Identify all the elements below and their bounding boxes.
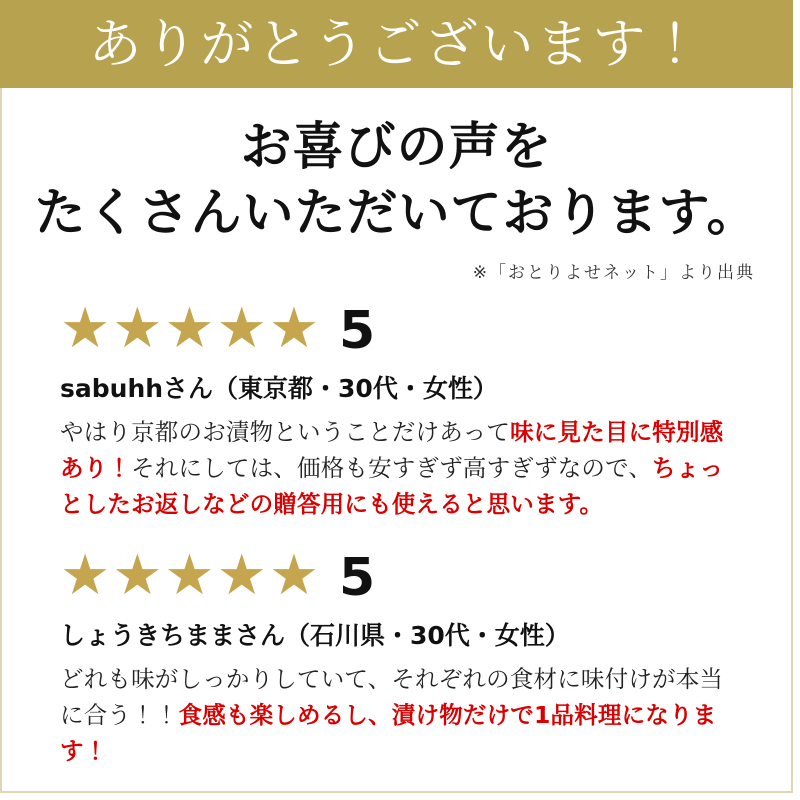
section-heading <box>2 114 791 246</box>
thank-you-banner <box>0 0 793 88</box>
review-item-1 <box>2 296 791 522</box>
rating-row <box>60 543 733 608</box>
review-text-segment: どれも味がしっかりしていて、それぞれの食材に味付けが本当に合う！！ <box>60 665 724 729</box>
review-item-2 <box>2 543 791 769</box>
source-attribution: ※「おとりよせネット」より出典 <box>472 263 755 283</box>
thank-you-banner-text: ありがとうございます！ <box>88 13 705 75</box>
section-heading-line2: たくさんいただいております。 <box>34 183 759 243</box>
review-highlight-text: ちょっとしたお返しなどの贈答用にも使えると思います。 <box>60 454 724 518</box>
reviewer-name: しょうきちままさん（石川県・30代・女性） <box>60 621 570 650</box>
star-rating-icon: ★★★★★ <box>60 296 322 361</box>
star-rating-icon: ★★★★★ <box>60 543 322 608</box>
rating-score: 5 <box>339 548 376 608</box>
review-body <box>60 414 733 522</box>
review-body <box>60 661 733 769</box>
section-heading-line1: お喜びの声を <box>240 117 553 177</box>
rating-score: 5 <box>339 301 376 361</box>
review-text-segment: やはり京都のお漬物ということだけあって <box>60 418 511 446</box>
review-text-segment: それにしては、価格も安すぎず高すぎずなので、 <box>131 454 653 482</box>
reviewer-name: sabuhhさん（東京都・30代・女性） <box>60 374 498 403</box>
review-highlight-text: 味に見た目に特別感あり！ <box>60 418 724 482</box>
rating-row <box>60 296 733 361</box>
review-highlight-text: 食感も楽しめるし、漬け物だけで1品料理になります！ <box>60 701 717 765</box>
